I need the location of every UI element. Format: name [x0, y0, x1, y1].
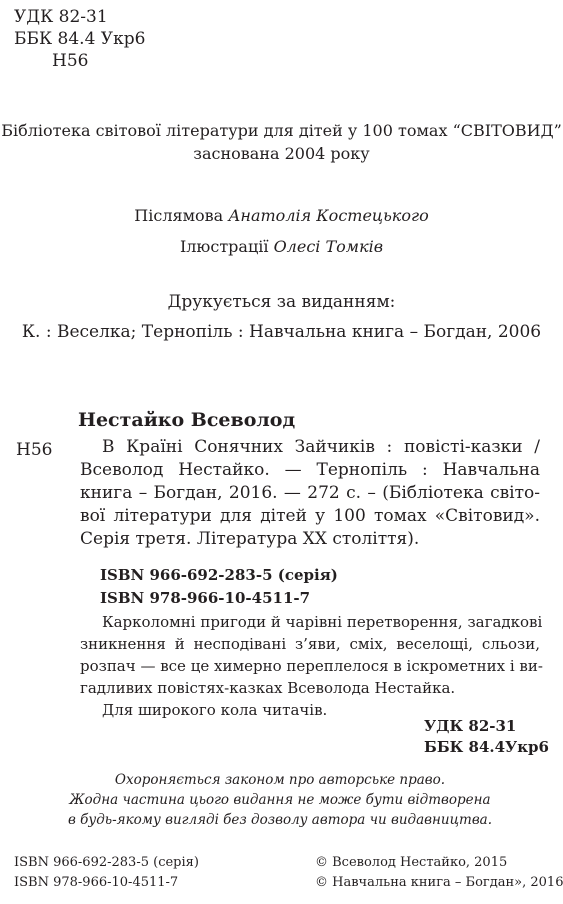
afterword-label: Післямова	[134, 206, 224, 225]
description-line: Серія третя. Література ХХ століття).	[80, 529, 420, 549]
description-line: вої літератури для дітей у 100 томах «Світовид».	[80, 506, 540, 526]
edition-label: Друкується за виданням:	[167, 292, 396, 312]
bbk-code: ББК 84.4 Укр6	[14, 29, 146, 49]
bibliographic-description	[80, 436, 540, 551]
series-title: Бібліотека світової літератури для дітей у 100 томах “СВІТОВИД”	[1, 121, 562, 140]
copyright-notice	[40, 770, 520, 830]
footer-isbn-series: ISBN 966-692-283-5 (серія)	[14, 855, 199, 870]
annotation	[80, 611, 543, 721]
edition-source: К. : Веселка; Тернопіль : Навчальна книга – Богдан, 2006	[21, 322, 542, 342]
annotation-audience: Для широкого кола читачів.	[102, 701, 328, 719]
annotation-line: зникнення й несподівані з’яви, сміх, веселощі, сльози,	[80, 635, 540, 653]
catalog-classification	[424, 716, 549, 758]
copyright-line: Жодна частина цього видання не може бути відтворена	[69, 792, 491, 808]
udk-code: УДК 82-31	[14, 7, 108, 27]
illustrations-name: Олесі Томків	[273, 237, 384, 256]
catalog-codes	[14, 6, 145, 72]
afterword-credit	[0, 205, 563, 227]
footer-copyrights	[315, 853, 563, 893]
series-founded: заснована 2004 року	[193, 144, 370, 163]
illustrations-label: Ілюстрації	[179, 237, 269, 256]
copyright-line: Охороняється законом про авторське право.	[114, 772, 446, 788]
isbn-book: ISBN 978-966-10-4511-7	[100, 589, 311, 607]
author-heading: Нестайко Всеволод	[78, 409, 296, 431]
annotation-line: Карколомні пригоди й чарівні перетворення, загадкові	[102, 613, 543, 631]
copyright-author: © Всеволод Нестайко, 2015	[315, 855, 508, 870]
copyright-line: в будь-якому вигляді без дозволу автора чи видавництва.	[67, 812, 493, 828]
description-line: В Країні Сонячних Зайчиків : повісті-казки /	[102, 437, 540, 457]
catalog-author-sign: Н56	[16, 440, 53, 460]
footer-isbns	[14, 853, 199, 893]
description-line: Всеволод Нестайко. — Тернопіль : Навчальна	[80, 460, 540, 480]
copyright-publisher: © Навчальна книга – Богдан», 2016	[315, 875, 563, 890]
illustrations-credit	[0, 236, 563, 258]
udk-code-bottom: УДК 82-31	[424, 717, 517, 735]
annotation-line: розпач — все це химерно переплелося в іскрометних і ви-	[80, 657, 543, 675]
author-sign: Н56	[52, 51, 89, 71]
annotation-line: гадливих повістях-казках Всеволода Нестайка.	[80, 679, 456, 697]
bbk-code-bottom: ББК 84.4Укр6	[424, 738, 549, 756]
description-line: книга – Богдан, 2016. — 272 с. – (Бібліотека світо-	[80, 483, 540, 503]
isbn-series: ISBN 966-692-283-5 (серія)	[100, 566, 338, 584]
afterword-name: Анатолія Костецького	[228, 206, 429, 225]
footer-isbn-book: ISBN 978-966-10-4511-7	[14, 875, 179, 890]
